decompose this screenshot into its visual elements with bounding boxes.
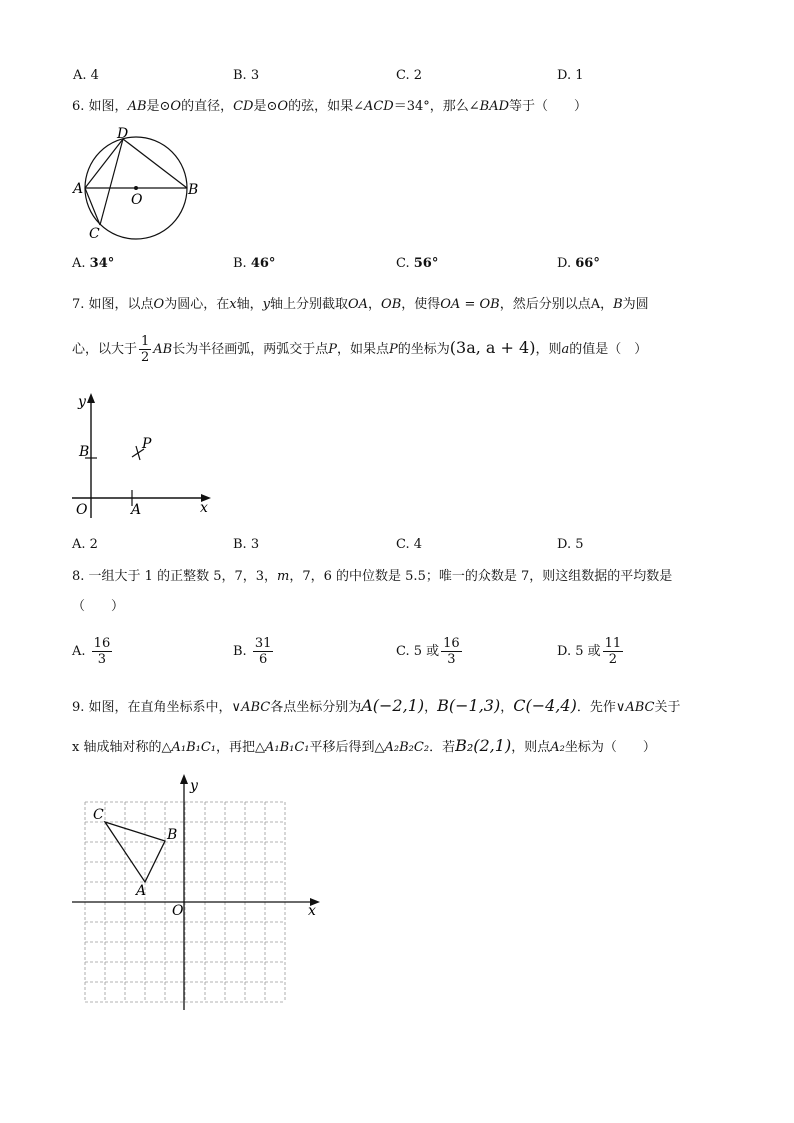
q8-stem-line2: （ ） (72, 599, 125, 614)
q6-stem: 6. 如图，AB是⊙O的直径，CD是⊙O的弦，如果∠ACD＝34°，那么∠BAD等于（ ） (72, 99, 588, 114)
q7-option-c: C. 4 (396, 537, 423, 552)
q9-stem-line1: 9. 如图，在直角坐标系中，∨ABC各点坐标分别为A(−2,1)，B(−1,3)，C(−4,4)．先作∨ABC关于 (72, 696, 681, 715)
q8-option-a: A. $\frac{16}{3}$ (72, 636, 111, 667)
q8-option-d: D. 5 或 $\frac{11}{2}$ (557, 636, 622, 667)
label-d: D (117, 126, 129, 142)
axis-x-label: x (200, 500, 208, 516)
q7-stem-line1: 7. 如图，以点O为圆心，在x轴，y轴上分别截取OA，OB，使得OA = OB，然后分别以点A，B为圆 (72, 297, 649, 312)
label-c: C (89, 226, 100, 242)
label-a: A (73, 181, 84, 197)
q8-stem-line1: 8. 一组大于 1 的正整数 5，7，3，m，7，6 的中位数是 5.5；唯一的众数是 7，则这组数据的平均数是 (72, 569, 673, 584)
q6-circle-figure (70, 122, 210, 246)
label-a: A (136, 883, 147, 899)
q7-option-d: D. 5 (557, 537, 584, 552)
q9-grid-figure (68, 772, 330, 1014)
q7-axes-figure (70, 390, 220, 524)
axis-x-label: x (308, 903, 316, 919)
label-o: O (131, 192, 143, 208)
label-b: B (188, 182, 199, 198)
label-o: O (76, 502, 88, 518)
q7-stem-line2: 心，以大于 $\frac{1}{2}$ AB长为半径画弧，两弧交于点P，如果点P的坐标为(3a, a + 4)，则a的值是（ ） (72, 334, 648, 365)
axis-y-label: y (190, 778, 198, 794)
label-a: A (131, 502, 142, 518)
q5-option-c: C. 2 (396, 68, 423, 83)
fraction-half: $\frac{1}{2}$ (141, 334, 150, 365)
label-p: P (142, 436, 152, 452)
label-o: O (172, 903, 184, 919)
q5-option-d: D. 1 (557, 68, 584, 83)
q7-option-b: B. 3 (233, 537, 260, 552)
axis-y-label: y (78, 394, 86, 410)
q9-stem-line2: x 轴成轴对称的△A₁B₁C₁，再把△A₁B₁C₁平移后得到△A₂B₂C₂．若B₂(2,1)，则点A₂坐标为（ ） (72, 736, 656, 755)
q8-option-b: B. $\frac{31}{6}$ (233, 636, 272, 667)
triangle-abc (105, 822, 165, 882)
label-b: B (79, 444, 90, 460)
q5-option-b: B. 3 (233, 68, 260, 83)
label-c: C (93, 807, 104, 823)
q6-option-b: B. 46° (233, 256, 276, 271)
q7-option-a: A. 2 (72, 537, 98, 552)
q6-option-a: A. 34° (72, 256, 115, 271)
q6-option-d: D. 66° (557, 256, 600, 271)
label-b: B (167, 827, 178, 843)
q8-option-c: C. 5 或 $\frac{16}{3}$ (396, 636, 460, 667)
q5-option-a: A. 4 (73, 68, 99, 83)
q6-option-c: C. 56° (396, 256, 439, 271)
